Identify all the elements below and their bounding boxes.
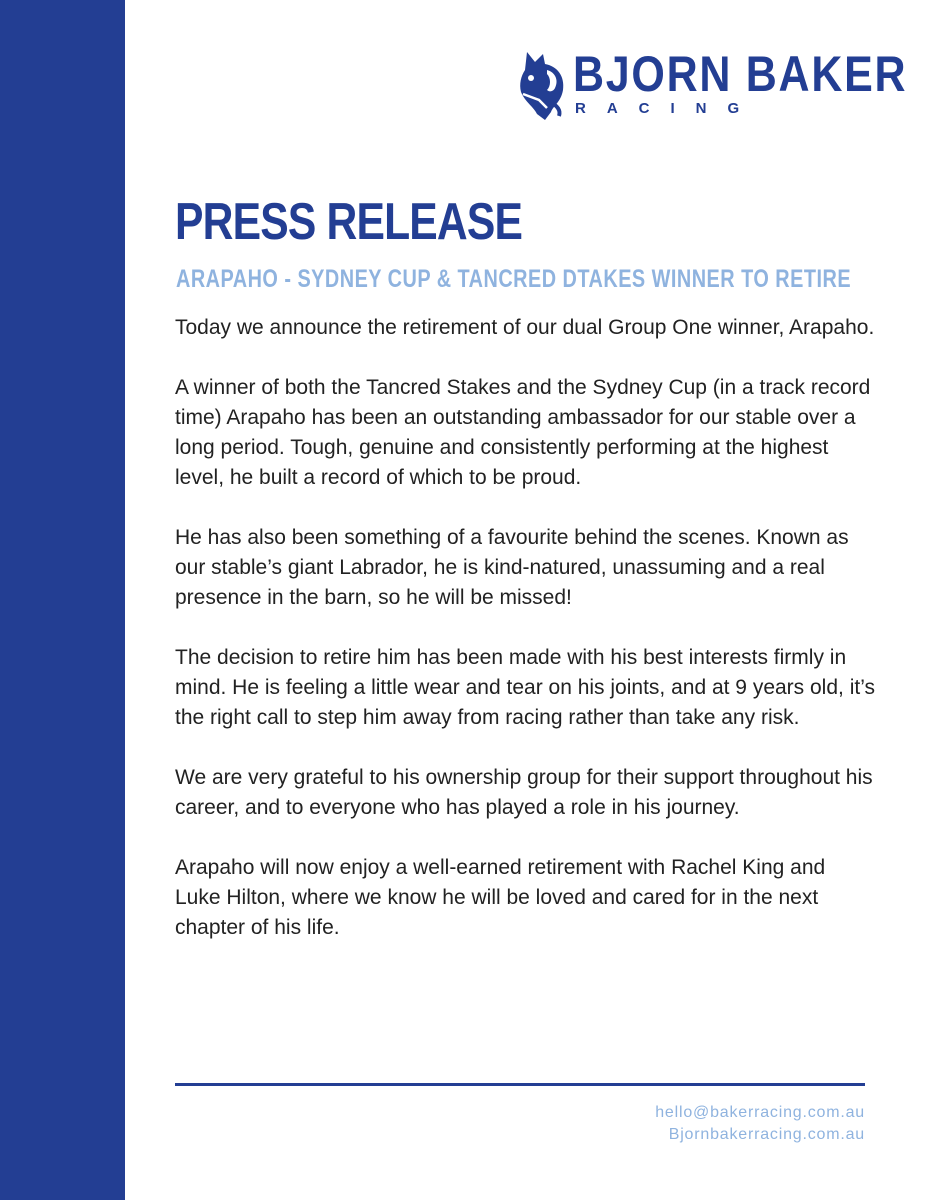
contact-email[interactable]: hello@bakerracing.com.au <box>655 1104 865 1121</box>
press-release-headline: ARAPAHO - SYDNEY CUP & TANCRED DTAKES WINNER TO RETIRE <box>176 265 852 293</box>
press-release-body <box>175 313 875 973</box>
body-paragraph: We are very grateful to his ownership group for their support throughout his career, and to everyone who has played a role in his journey. <box>175 766 873 819</box>
brand-name: BJORN BAKER <box>573 46 908 102</box>
body-paragraph: Arapaho will now enjoy a well-earned retirement with Rachel King and Luke Hilton, where we know he will be loved and cared for in the next chapter of his life. <box>175 856 826 939</box>
contact-website[interactable]: Bjornbakerracing.com.au <box>668 1126 865 1143</box>
footer-divider <box>175 1083 865 1086</box>
body-paragraph: A winner of both the Tancred Stakes and the Sydney Cup (in a track record time) Arapaho has been an outstanding ambassador for our stable over a long period. Tough, genuine and consistently performing at the highest level, he built a record of which to be proud. <box>175 376 871 489</box>
horse-head-icon <box>517 46 571 122</box>
brand-logo <box>517 46 908 122</box>
sidebar-band <box>0 0 125 1200</box>
body-paragraph: He has also been something of a favourite behind the scenes. Known as our stable’s giant Labrador, he is kind-natured, unassuming and a real presence in the barn, so he will be missed! <box>175 526 849 609</box>
brand-subtitle: RACING <box>575 100 761 117</box>
contact-info <box>655 1102 865 1146</box>
body-paragraph: Today we announce the retirement of our dual Group One winner, Arapaho. <box>175 316 875 339</box>
page-title: PRESS RELEASE <box>175 193 523 251</box>
body-paragraph: The decision to retire him has been made with his best interests firmly in mind. He is feeling a little wear and tear on his joints, and at 9 years old, it’s the right call to step him away from racing rather than take any risk. <box>175 646 875 729</box>
